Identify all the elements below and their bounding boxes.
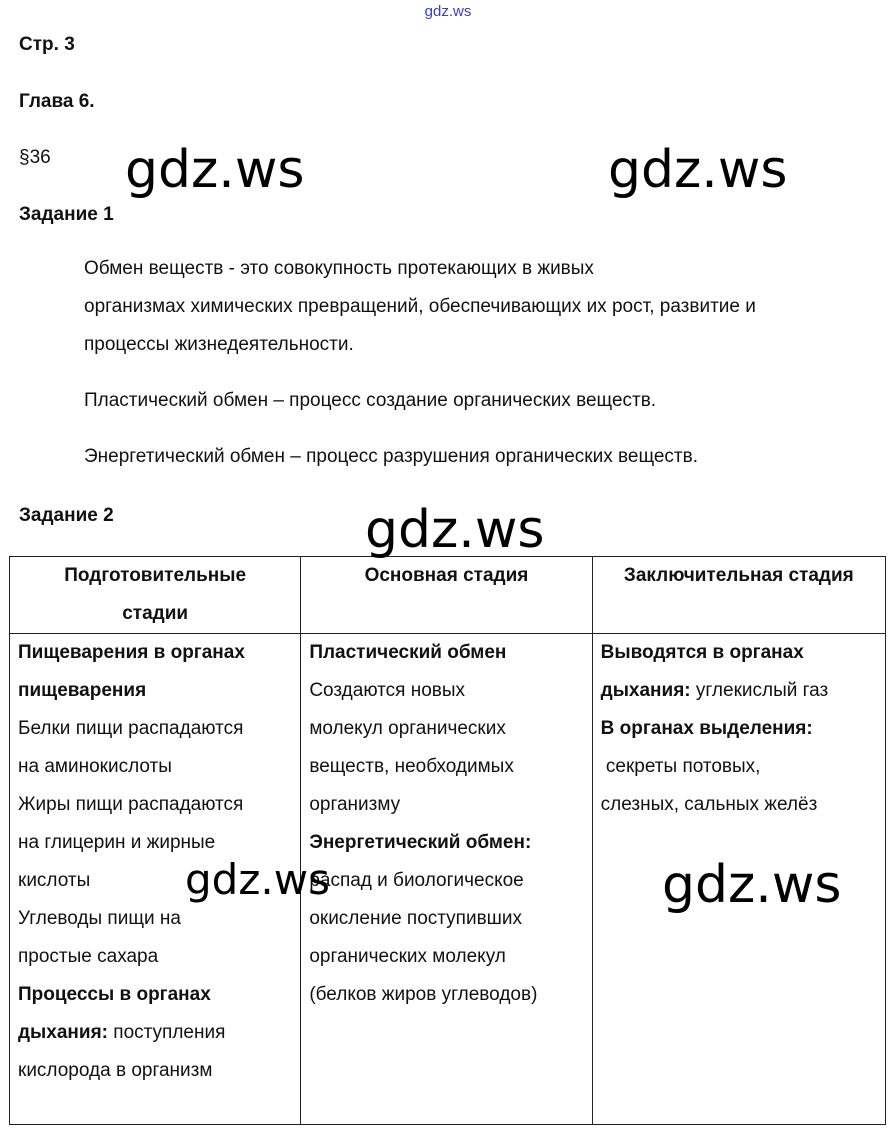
cell-text: углекислый газ [690,680,829,701]
cell-text: поступления [108,1022,226,1043]
watermark: gdz.ws [125,140,305,200]
cell-text: простые сахара [18,946,159,967]
cell-text: слезных, сальных желёз [600,794,818,815]
watermark: gdz.ws [608,140,788,200]
cell-text [18,1014,292,1052]
watermark: gdz.ws [185,855,330,904]
task1-title: Задание 1 [19,204,114,225]
cell-text: Жиры пищи распадаются [18,794,244,815]
definition-line: организмах химических превращений, обеспечивающих их рост, развитие и [84,296,756,317]
header-final-stage [592,557,885,634]
top-watermark-link[interactable]: gdz.ws [424,3,472,20]
table-header-row [10,557,886,634]
cell-text: Белки пищи распадаются [18,718,244,739]
cell-text: органических молекул [309,946,506,967]
header-preparatory-stage [10,557,301,634]
cell-text: (белков жиров углеводов) [309,984,538,1005]
cell-heading: В органах выделения: [600,718,813,739]
cell-text: на аминокислоты [18,756,172,777]
cell-text: Углеводы пищи на [18,908,181,929]
cell-text: организму [309,794,401,815]
cell-heading: Выводятся в органах [600,642,804,663]
cell-text: кислорода в организм [18,1060,213,1081]
cell-text: распад и биологическое [309,870,524,891]
cell-heading: пищеварения [18,680,147,701]
task2-title: Задание 2 [19,505,114,526]
header-text: Основная стадия [364,565,529,586]
cell-text: молекул органических [309,718,506,739]
cell-text: веществ, необходимых [309,756,514,777]
cell-text: кислоты [18,870,91,891]
cell-heading: дыхания: [18,1022,108,1043]
plastic-exchange-text: Пластический обмен – процесс создание органических веществ. [84,390,657,411]
metabolism-stages-table [9,556,886,1125]
cell-heading: Процессы в органах [18,984,211,1005]
energy-exchange-text: Энергетический обмен – процесс разрушения органических веществ. [84,446,699,467]
cell-text: на глицерин и жирные [18,832,216,853]
task1-definition [84,250,884,364]
cell-text: Создаются новых [309,680,466,701]
header-text: Подготовительные [64,565,247,586]
cell-heading: Энергетический обмен: [309,832,532,853]
chapter-heading: Глава 6. [19,91,95,112]
definition-line: процессы жизнедеятельности. [84,334,354,355]
header-text: стадии [122,603,189,624]
cell-main-stage [301,634,592,1125]
cell-text: секреты потовых, [600,756,761,777]
header-main-stage [301,557,592,634]
page-reference: Стр. 3 [19,34,75,55]
definition-line: Обмен веществ - это совокупность протекающих в живых [84,258,594,279]
cell-heading: дыхания: [600,680,691,701]
cell-heading: Пищеварения в органах [18,642,245,663]
header-text: Заключительная стадия [623,565,854,586]
cell-text [601,672,877,710]
watermark: gdz.ws [365,500,545,560]
section-heading: §36 [19,147,51,168]
cell-text: окисление поступивших [309,908,523,929]
cell-heading: Пластический обмен [309,642,507,663]
watermark: gdz.ws [662,855,842,915]
